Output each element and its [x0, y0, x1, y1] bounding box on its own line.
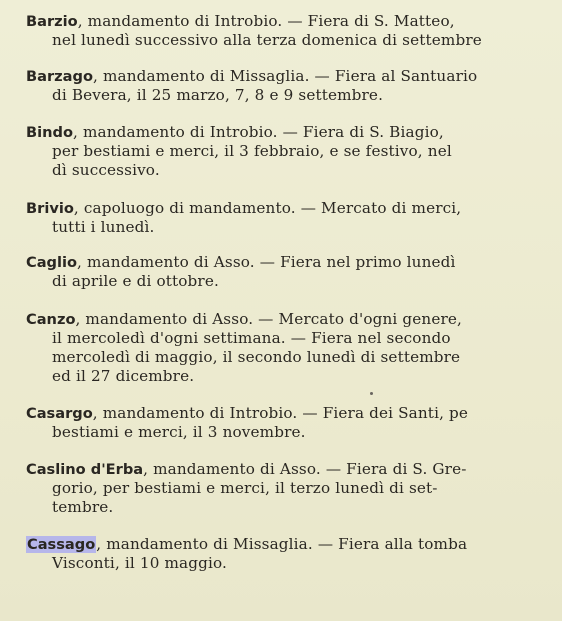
entry-barzio	[26, 12, 548, 50]
entry-continuation: gorio, per bestiami e merci, il terzo lunedì di set-	[52, 479, 438, 497]
entry-continuation: per bestiami e merci, il 3 febbraio, e se festivo, nel	[52, 142, 452, 160]
entry-text: , mandamento di Missaglia. — Fiera alla tomba	[96, 535, 468, 553]
entry-continuation: tembre.	[52, 498, 114, 516]
place-name: Bindo	[26, 124, 73, 141]
place-name: Barzio	[26, 13, 78, 30]
entry-first-line	[26, 404, 548, 423]
entry-text: , mandamento di Asso. — Mercato d'ogni genere,	[75, 310, 463, 328]
entry-continuation: mercoledì di maggio, il secondo lunedì di settembre	[52, 348, 461, 366]
entry-continuation: di aprile e di ottobre.	[52, 272, 219, 290]
entry-first-line	[26, 535, 548, 554]
entry-text: , mandamento di Missaglia. — Fiera al Santuario	[92, 67, 478, 85]
place-name: Casargo	[26, 405, 93, 422]
entry-first-line	[26, 67, 548, 86]
entry-first-line	[26, 310, 548, 329]
entry-text: , mandamento di Introbio. — Fiera di S. Biagio,	[73, 123, 444, 141]
entry-first-line	[26, 253, 548, 272]
entry-continuation: nel lunedì successivo alla terza domenica di settembre	[52, 31, 482, 49]
entry-continuation: bestiami e merci, il 3 novembre.	[52, 423, 306, 441]
entry-text: , mandamento di Introbio. — Fiera di S. Matteo,	[77, 12, 455, 30]
entry-brivio	[26, 199, 548, 237]
entry-caslino-d-erba	[26, 460, 548, 517]
entry-first-line	[26, 199, 548, 218]
entry-cassago	[26, 535, 548, 573]
entry-caglio	[26, 253, 548, 291]
entry-bindo	[26, 123, 548, 180]
place-name: Canzo	[26, 311, 76, 328]
entry-continuation: dì successivo.	[52, 161, 160, 179]
place-name: Barzago	[26, 68, 93, 85]
entry-continuation: di Bevera, il 25 marzo, 7, 8 e 9 settembre.	[52, 86, 384, 104]
entry-continuation: Visconti, il 10 maggio.	[52, 554, 228, 572]
place-name: Caslino d'Erba	[26, 461, 144, 478]
place-name: Brivio	[26, 200, 74, 217]
entry-first-line	[26, 460, 548, 479]
entry-continuation: ed il 27 dicembre.	[52, 367, 195, 385]
ink-speck	[370, 392, 373, 395]
entry-first-line	[26, 12, 548, 31]
entry-text: , mandamento di Asso. — Fiera nel primo lunedì	[77, 253, 456, 271]
entry-text: , mandamento di Asso. — Fiera di S. Gre-	[143, 460, 467, 478]
place-name: Caglio	[26, 254, 78, 271]
entry-continuation: tutti i lunedì.	[52, 218, 155, 236]
entry-continuation: il mercoledì d'ogni settimana. — Fiera nel secondo	[52, 329, 451, 347]
entry-canzo	[26, 310, 548, 386]
entry-barzago	[26, 67, 548, 105]
entry-casargo	[26, 404, 548, 442]
entry-first-line	[26, 123, 548, 142]
entry-text: , capoluogo di mandamento. — Mercato di merci,	[73, 199, 462, 217]
place-name-highlighted: Cassago	[27, 536, 96, 553]
entry-text: , mandamento di Introbio. — Fiera dei Santi, pe	[92, 404, 469, 422]
